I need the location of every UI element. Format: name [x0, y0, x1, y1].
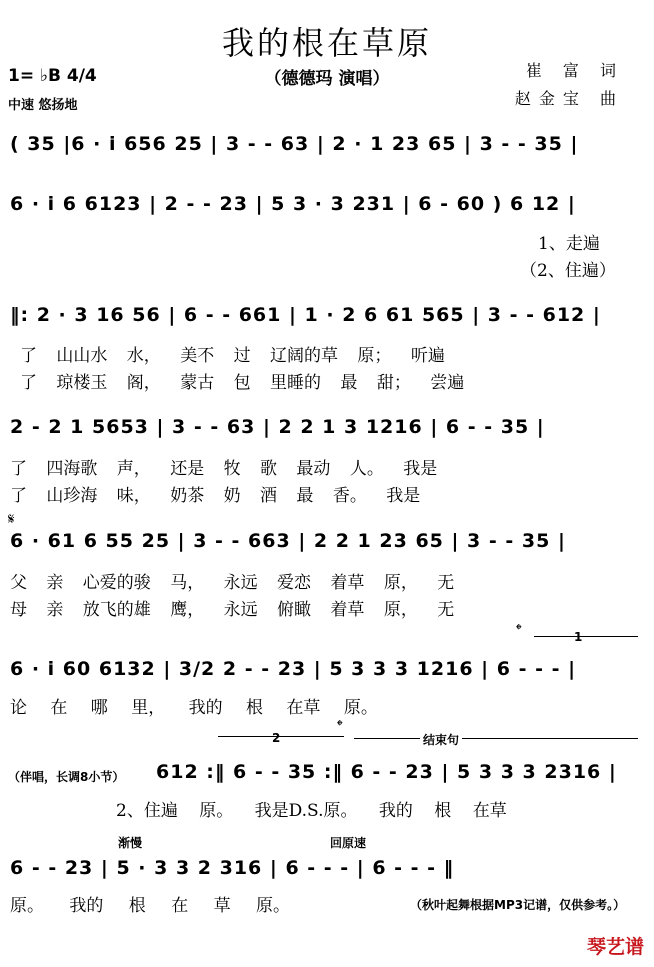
- ending-bracket: [354, 738, 638, 739]
- lyric-row-4-verse-2: 了 山珍海 味， 奶茶 奶 酒 最 香。 我是: [10, 486, 421, 506]
- performer: （德德玛 演唱）: [264, 69, 390, 89]
- coda-sign: 𝄌: [516, 620, 522, 639]
- volta-1-bracket: [534, 636, 638, 637]
- score-row-8: 6 - - 23 | 5 · 3 3 2 316 | 6 - - - | 6 - - - ‖: [10, 857, 455, 879]
- lyric-row-3-verse-1: 了 山山水 水， 美不 过 辽阔的草 原； 听遍: [20, 346, 445, 366]
- lyric-row-6: 论 在 哪 里， 我的 根 在草 原。: [10, 698, 378, 718]
- lyricist: 崔 富 词: [525, 61, 624, 80]
- lyric-row-5-verse-2: 母 亲 放飞的雄 鹰， 永远 俯瞰 着草 原， 无: [10, 600, 455, 620]
- score-row-7: 612 :‖ 6 - - 35 :‖ 6 - - 23 | 5 3 3 3 2316 |: [156, 761, 617, 783]
- volta-2-label: 2: [272, 731, 281, 745]
- ending-label: 结束句: [420, 731, 462, 748]
- lyric-row-7: 2、住遍 原。 我是D.S.原。 我的 根 在草: [116, 801, 507, 821]
- score-row-5: 6 · 61 6 55 25 | 3 - - 663 | 2 2 1 23 65 | 3 - - 35 |: [10, 530, 566, 552]
- score-row-4: 2 - 2 1 5653 | 3 - - 63 | 2 2 1 3 1216 | 6 - - 35 |: [10, 416, 545, 438]
- lyric-intro-2: （2、住遍）: [520, 261, 616, 281]
- a-tempo-marking: 回原速: [330, 836, 367, 850]
- score-row-3: ‖: 2 · 3 16 56 | 6 - - 661 | 1 · 2 6 61 565 | 3 - - 612 |: [10, 304, 601, 326]
- lyric-row-8: 原。 我的 根 在 草 原。: [10, 896, 291, 916]
- song-title: 我的根在草原: [221, 24, 432, 62]
- volta-1-label: 1: [574, 630, 583, 644]
- score-row-6: 6 · i 60 6132 | 3/2 2 - - 23 | 5 3 3 3 1216 | 6 - - - |: [10, 658, 577, 680]
- key-signature: 1= ♭B 4/4: [8, 66, 97, 86]
- composer: 赵金宝 曲: [514, 89, 624, 108]
- lyric-row-4-verse-1: 了 四海歌 声， 还是 牧 歌 最动 人。 我是: [10, 459, 438, 479]
- volta-2-bracket: [218, 736, 344, 737]
- slowing-marking: 渐慢: [118, 836, 143, 850]
- coda-sign-2: 𝄌: [337, 716, 343, 735]
- lyric-row-3-verse-2: 了 琼楼玉 阁， 蒙古 包 里睡的 最 甜； 尝遍: [20, 373, 465, 393]
- lyric-intro-1: 1、走遍: [538, 234, 600, 254]
- watermark-logo: 琴艺谱: [586, 936, 644, 958]
- accompaniment-note: （伴唱，长调8小节）: [8, 770, 125, 784]
- tempo-marking: 中速 悠扬地: [8, 98, 78, 113]
- score-row-1: ( 35 |6 · i 656 25 | 3 - - 63 | 2 · 1 23 65 | 3 - - 35 |: [10, 133, 579, 155]
- transcription-note: （秋叶起舞根据MP3记谱，仅供参考。）: [410, 898, 626, 912]
- score-row-2: 6 · i 6 6123 | 2 - - 23 | 5 3 · 3 231 | 6 - 60 ) 6 12 |: [10, 193, 576, 215]
- lyric-row-5-verse-1: 父 亲 心爱的骏 马， 永远 爱恋 着草 原， 无: [10, 573, 455, 593]
- segno-sign: 𝄋: [8, 510, 15, 528]
